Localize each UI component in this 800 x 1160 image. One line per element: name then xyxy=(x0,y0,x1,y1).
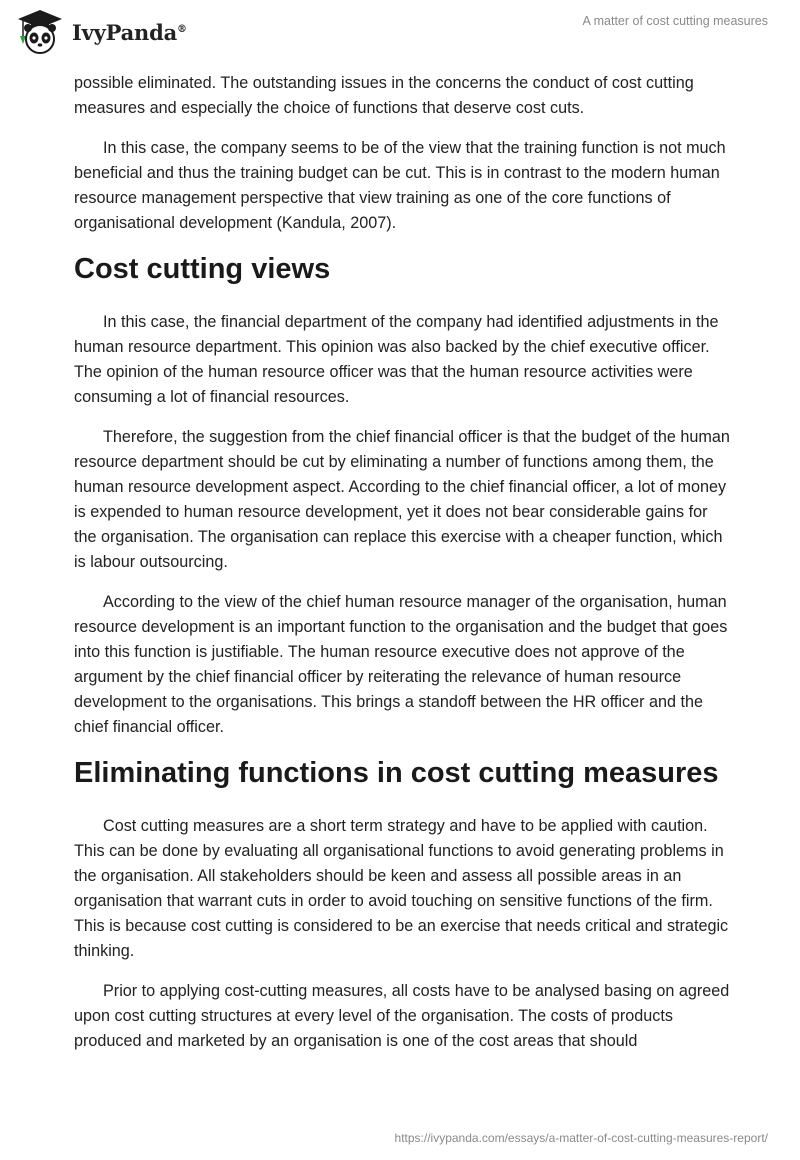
section-heading-eliminating-functions: Eliminating functions in cost cutting measures xyxy=(74,757,719,789)
brand-logo[interactable] xyxy=(14,8,187,56)
paragraph: Therefore, the suggestion from the chief financial officer is that the budget of the human resource department should be cut by eliminating a number of functions among them, the human resource development aspect. According to the chief financial officer, a lot of money is expended to human resource development, yet it does not bear considerable gains for the organisation. The organisation can replace this exercise with a cheaper function, which is labour outsourcing. xyxy=(74,428,730,571)
paragraph: In this case, the financial department of the company had identified adjustments in the human resource department. This opinion was also backed by the chief executive officer. The opinion of the human resource officer was that the human resource activities were consuming a lot of financial resources. xyxy=(74,313,719,406)
brand-name xyxy=(72,20,187,45)
brand-text: IvyPanda xyxy=(72,19,178,45)
paragraph: In this case, the company seems to be of the view that the training function is not much beneficial and thus the training budget can be cut. This is in contrast to the modern human resource management perspective that view training as one of the core functions of organisational development (Kandula, 2007). xyxy=(74,139,726,232)
section-heading-cost-cutting-views: Cost cutting views xyxy=(74,253,331,285)
article-body xyxy=(74,71,734,1069)
paragraph: Cost cutting measures are a short term strategy and have to be applied with caution. This can be done by evaluating all organisational functions to avoid generating problems in the organisation. All stakeholders should be keen and assess all possible areas in an organisation that warrant cuts in order to avoid touching on sensitive functions of the firm. This is because cost cutting is considered to be an exercise that needs critical and strategic thinking. xyxy=(74,817,729,960)
page-title: A matter of cost cutting measures xyxy=(582,14,768,28)
paragraph: Prior to applying cost-cutting measures, all costs have to be analysed basing on agreed upon cost cutting structures at every level of the organisation. The costs of products produced and marketed by an organisation is one of the cost areas that should xyxy=(74,982,730,1050)
registered-mark: ® xyxy=(177,23,187,35)
paragraph: According to the view of the chief human resource manager of the organisation, human resource development is an important function to the organisation and the budget that goes into this function is justifiable. The human resource executive does not approve of the argument by the chief financial officer by reiterating the relevance of human resource development to the organisations. This brings a standoff between the HR officer and the chief financial officer. xyxy=(74,593,728,736)
source-url[interactable]: https://ivypanda.com/essays/a-matter-of-cost-cutting-measures-report/ xyxy=(394,1131,768,1145)
panda-logo-icon xyxy=(14,8,66,56)
page-header xyxy=(0,0,800,64)
intro-paragraph: possible eliminated. The outstanding issues in the concerns the conduct of cost cutting measures and especially the choice of functions that deserve cost cuts. xyxy=(74,74,694,117)
